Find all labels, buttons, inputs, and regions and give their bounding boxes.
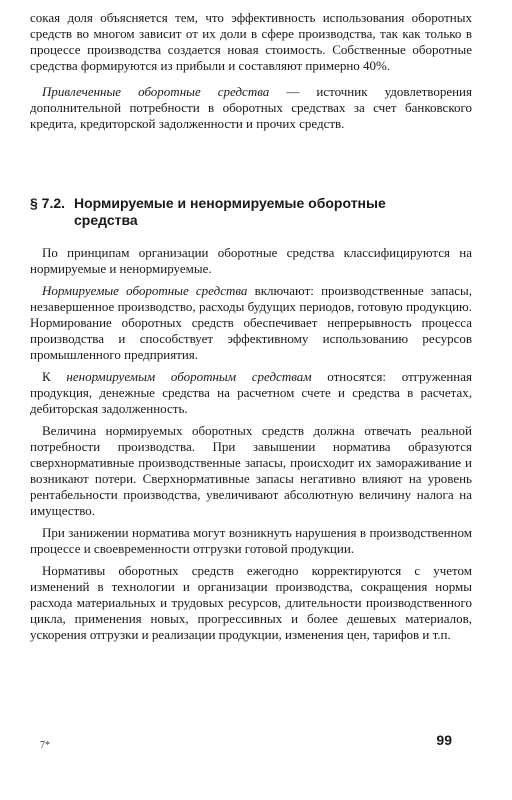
paragraph-text: — источник удовлетворения дополнительной потребности в оборотных средствах за счет банковского кредита, кредиторской задолженности и прочих средств.	[30, 84, 472, 131]
intro-text-block	[30, 10, 472, 132]
section-title-line1: Нормируемые и ненормируемые оборотные	[74, 195, 386, 211]
term-italic: Привлеченные оборотные средства	[42, 84, 270, 99]
section-body	[30, 245, 472, 643]
term-italic: Нормируемые оборотные средства	[42, 283, 248, 298]
paragraph-text: включают: производственные запасы, незавершенное производство, расходы будущих периодов, готовую продукцию. Нормирование оборотных средств обеспечивает непрерывность процесса производства и способствует эффективному использованию ресурсов промышленного предприятия.	[30, 283, 472, 362]
paragraph: Величина нормируемых оборотных средств должна отвечать реальной потребности производства. При завышении норматива образуются сверхнормативные производственные запасы, происходит их замораживание и возникают потери. Сверхнормативные запасы негативно влияют на уровень рентабельности производства, увеличивают абсолютную величину налога на имущество.	[30, 423, 472, 518]
paragraph: Нормативы оборотных средств ежегодно корректируются с учетом изменений в технологии и организации производства, сокращения нормы расхода материальных и трудовых ресурсов, длительности производственного цикла, применения новых, прогрессивных и более дешевых материалов, ускорения отгрузки и реализации продукции, изменения цен, тарифов и т.п.	[30, 563, 472, 642]
paragraph	[30, 369, 472, 417]
paragraph	[30, 283, 472, 363]
paragraph-text: К	[42, 369, 67, 384]
paragraph: сокая доля объясняется тем, что эффективность использования оборотных средств во многом зависит от их доли в сфере производства, так как только в процессе производства создается новая стоимость. Собственные оборотные средства формируются из прибыли и составляют примерно 40%.	[30, 10, 472, 73]
section-heading	[30, 195, 472, 229]
signature-mark: 7*	[40, 740, 50, 751]
section-number: § 7.2.	[30, 195, 66, 211]
term-italic: ненормируемым оборотным средствам	[66, 369, 312, 384]
paragraph: При занижении норматива могут возникнуть нарушения в производственном процессе и своевременности отгрузки готовой продукции.	[30, 525, 472, 556]
paragraph-text: относятся: отгруженная продукция, денежные средства на расчетном счете и средства в расчетах, дебиторская задолженность.	[30, 369, 473, 416]
section-title-line2: средства	[74, 212, 138, 228]
paragraph	[30, 84, 472, 132]
page-number: 99	[436, 732, 452, 748]
paragraph: По принципам организации оборотные средства классифицируются на нормируемые и ненормируемые.	[30, 245, 472, 276]
